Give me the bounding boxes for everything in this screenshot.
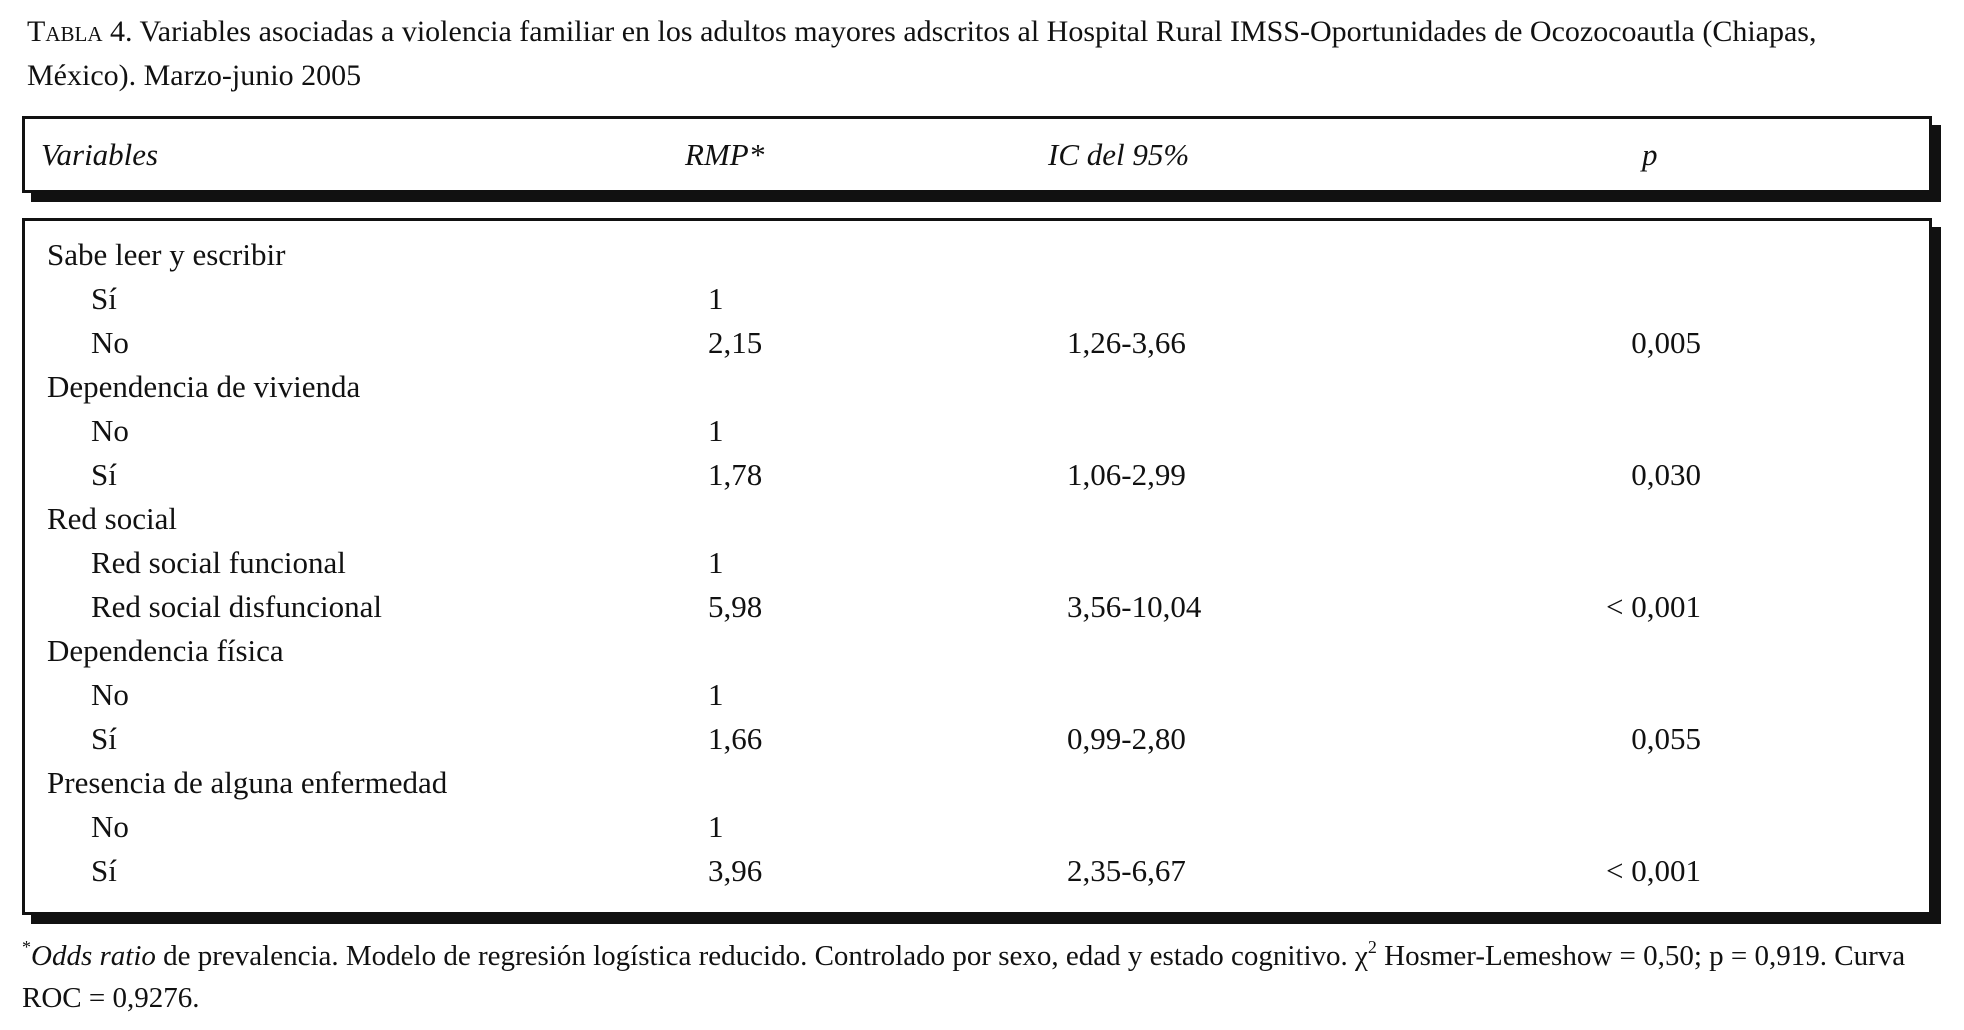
table-row xyxy=(25,805,1929,849)
table-title: Variables asociadas a violencia familiar en los adultos mayores adscritos al Hospital Rural IMSS-Oportunidades de Ocozocoautla (Chiapas, México). Marzo-junio 2005 xyxy=(27,15,1817,92)
row-label: Sí xyxy=(91,457,117,492)
table-group-row xyxy=(25,233,1929,277)
row-rmp: 1 xyxy=(708,545,724,580)
row-label: Sí xyxy=(91,721,117,756)
row-ic: 1,06-2,99 xyxy=(1067,457,1186,492)
row-label: Sí xyxy=(91,853,117,888)
table-number: Tabla 4. xyxy=(27,15,133,48)
row-p: 0,005 xyxy=(1631,325,1701,360)
header-p: p xyxy=(1642,137,1658,172)
row-label: Sabe leer y escribir xyxy=(47,237,286,272)
row-rmp: 1 xyxy=(708,413,724,448)
row-p: 0,030 xyxy=(1631,457,1701,492)
header-ic: IC del 95% xyxy=(1048,137,1190,172)
row-rmp: 1,66 xyxy=(708,721,763,756)
footnote-chi: χ xyxy=(1355,940,1368,972)
row-rmp: 3,96 xyxy=(708,853,763,888)
table-group-row xyxy=(25,629,1929,673)
footnote-text-1: de prevalencia. Modelo de regresión logística reducido. Controlado por sexo, edad y estado cognitivo. xyxy=(155,940,1356,972)
table-row xyxy=(25,585,1929,629)
header-variables: Variables xyxy=(41,137,159,172)
row-rmp: 1 xyxy=(708,281,724,316)
table-row xyxy=(25,541,1929,585)
row-ic: 1,26-3,66 xyxy=(1067,325,1186,360)
table-row xyxy=(25,717,1929,761)
row-label: No xyxy=(91,413,129,448)
row-label: Red social disfuncional xyxy=(91,589,382,624)
row-p: 0,055 xyxy=(1631,721,1701,756)
row-label: Sí xyxy=(91,281,117,316)
table-row xyxy=(25,673,1929,717)
row-label: No xyxy=(91,325,129,360)
row-rmp: 1,78 xyxy=(708,457,763,492)
row-label: Dependencia física xyxy=(47,633,284,668)
row-ic: 0,99-2,80 xyxy=(1067,721,1186,756)
row-p: < 0,001 xyxy=(1606,853,1701,888)
row-label: No xyxy=(91,677,129,712)
row-label: Red social xyxy=(47,501,177,536)
footnote-marker: * xyxy=(22,937,31,957)
table-row xyxy=(25,277,1929,321)
row-rmp: 2,15 xyxy=(708,325,763,360)
table-group-row xyxy=(25,761,1929,805)
table-row xyxy=(25,849,1929,893)
table-row xyxy=(25,453,1929,497)
header-rmp: RMP* xyxy=(685,137,765,172)
table-row xyxy=(25,409,1929,453)
table-footnote xyxy=(22,935,1932,1019)
table-header xyxy=(22,116,1932,193)
row-label: Red social funcional xyxy=(91,545,346,580)
footnote-text-2: Hosmer-Lemeshow = 0,50; p = 0,919. Curva ROC = 0,9276. xyxy=(22,940,1906,1014)
footnote-chi-sup: 2 xyxy=(1367,937,1377,957)
footnote-italic: Odds ratio xyxy=(31,940,156,972)
row-rmp: 1 xyxy=(708,809,724,844)
table-group-row xyxy=(25,365,1929,409)
table-row xyxy=(25,321,1929,365)
table-body xyxy=(22,218,1932,915)
row-label: No xyxy=(91,809,129,844)
row-rmp: 5,98 xyxy=(708,589,763,624)
table-caption xyxy=(27,10,1927,98)
row-label: Dependencia de vivienda xyxy=(47,369,361,404)
table-group-row xyxy=(25,497,1929,541)
row-label: Presencia de alguna enfermedad xyxy=(47,765,448,800)
row-p: < 0,001 xyxy=(1606,589,1701,624)
row-rmp: 1 xyxy=(708,677,724,712)
row-ic: 2,35-6,67 xyxy=(1067,853,1186,888)
row-ic: 3,56-10,04 xyxy=(1067,589,1202,624)
